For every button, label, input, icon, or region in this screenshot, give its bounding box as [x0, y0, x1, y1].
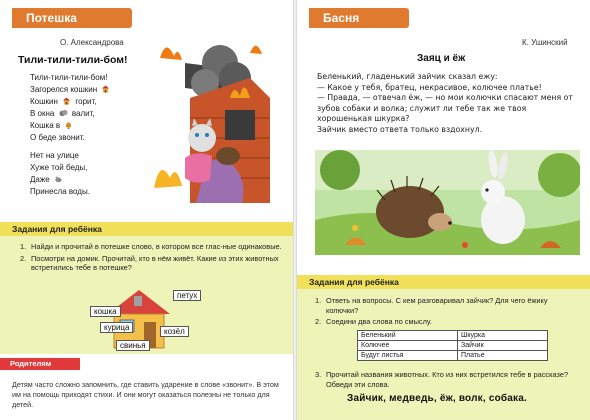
poem-word: горит, [75, 97, 97, 106]
house-word: свинья [116, 340, 150, 351]
tasks-header: Задания для ребёнка [0, 222, 293, 236]
task-number: 3. [315, 370, 322, 379]
poem-line [30, 96, 112, 108]
fable-text [317, 72, 579, 136]
task-text: Посмотри на домик. Прочитай, кто в нём живёт. Какие из этих животных встретились тебе в потешке? [31, 253, 279, 272]
poem-line: Нет на улице [30, 151, 79, 160]
poem-word: валит, [71, 109, 95, 118]
poem-word: Загорелся кошкин [30, 85, 98, 94]
poem-line [30, 108, 112, 120]
poem-title: Тили-тили-тили-бом! [18, 54, 128, 66]
table-row [358, 351, 548, 361]
smoke-icon [59, 109, 68, 117]
table-cell: Беленький [358, 331, 458, 341]
house-word: кошка [90, 306, 121, 317]
table-cell: Платье [458, 351, 548, 361]
poem-word: Кошкин [30, 97, 58, 106]
house-icon [62, 97, 71, 105]
table-cell: Колючее [358, 341, 458, 351]
section-tab-basnya: Басня [309, 8, 409, 28]
house-word: петух [173, 290, 201, 301]
fable-paragraph: Зайчик вместо ответа только вздохнул. [317, 124, 483, 134]
fable-paragraph: — Правда, — отвечал ёж, — но мои колючки спасают меня от зубов собаки и волка; служит ли тебе так же твоя хорошенькая шкурка? [317, 93, 573, 124]
table-cell: Шкурка [458, 331, 548, 341]
poem-line: Тили-тили-тили-бом! [30, 73, 108, 82]
poem-line [30, 174, 112, 186]
author-name: О. Александрова [60, 38, 124, 47]
task-text: Ответь на вопросы. С кем разговаривал зайчик? Для чего ёжику колючки? [326, 296, 548, 315]
parents-note: Детям часто сложно запомнить, где ставить ударение в слове «звонит». В этом им на помощь приходят стихи. И они могут оказаться полезны не только для детей. [12, 380, 279, 409]
left-page [0, 0, 293, 420]
task-list [20, 242, 282, 275]
fable-paragraph: — Какое у тебя, братец, некрасивое, колючее платье! [317, 82, 542, 92]
table-cell: Будут листья [358, 351, 458, 361]
task-item [20, 242, 282, 252]
house-icon [101, 85, 110, 93]
task-number: 1. [20, 242, 27, 251]
fable-paragraph: Беленький, гладенький зайчик сказал ежу: [317, 72, 498, 81]
poem-line: Принесла воды. [30, 187, 90, 196]
mouse-icon [54, 175, 63, 183]
section-tab-poteshka: Потешка [12, 8, 132, 28]
house-word: козёл [160, 326, 189, 337]
task-item [315, 317, 581, 327]
table-cell: Зайчик [458, 341, 548, 351]
house-word: курица [100, 322, 133, 333]
tasks-header: Задания для ребёнка [297, 275, 590, 289]
animal-words: Зайчик, медведь, ёж, волк, собака. [347, 393, 527, 404]
word-matching-table [357, 330, 548, 361]
fable-title: Заяц и ёж [417, 53, 466, 64]
task-text: Прочитай названия животных. Кто из них встретился тебе в рассказе? Обведи эти слова. [326, 370, 569, 389]
task-text: Соедини два слова по смыслу. [326, 317, 432, 326]
table-row [358, 341, 548, 351]
poem-word: Кошка в [30, 121, 61, 130]
bell-icon [64, 121, 73, 129]
task-text: Найди и прочитай в потешке слово, в котором все глас-ные одинаковые. [31, 242, 282, 251]
right-page [297, 0, 590, 420]
poem-line [30, 84, 112, 96]
task-item [315, 296, 581, 315]
hare-and-hedgehog-illustration [315, 150, 580, 255]
poem-word: Даже [30, 175, 50, 184]
task-list [315, 370, 581, 391]
poem-line [30, 120, 112, 132]
poem-word: В окна [30, 109, 55, 118]
author-name: К. Ушинский [522, 38, 568, 47]
task-number: 2. [20, 253, 27, 263]
poem-line: Хуже той беды, [30, 163, 88, 172]
parents-header: Родителям [0, 358, 80, 370]
task-number: 1. [315, 296, 322, 305]
poem-text [30, 72, 112, 198]
table-row [358, 331, 548, 341]
task-item [315, 370, 581, 389]
task-item [20, 254, 282, 273]
burning-house-illustration [130, 38, 280, 218]
task-number: 2. [315, 317, 322, 326]
poem-line: О беде звонит. [30, 133, 85, 142]
task-list [315, 296, 581, 329]
